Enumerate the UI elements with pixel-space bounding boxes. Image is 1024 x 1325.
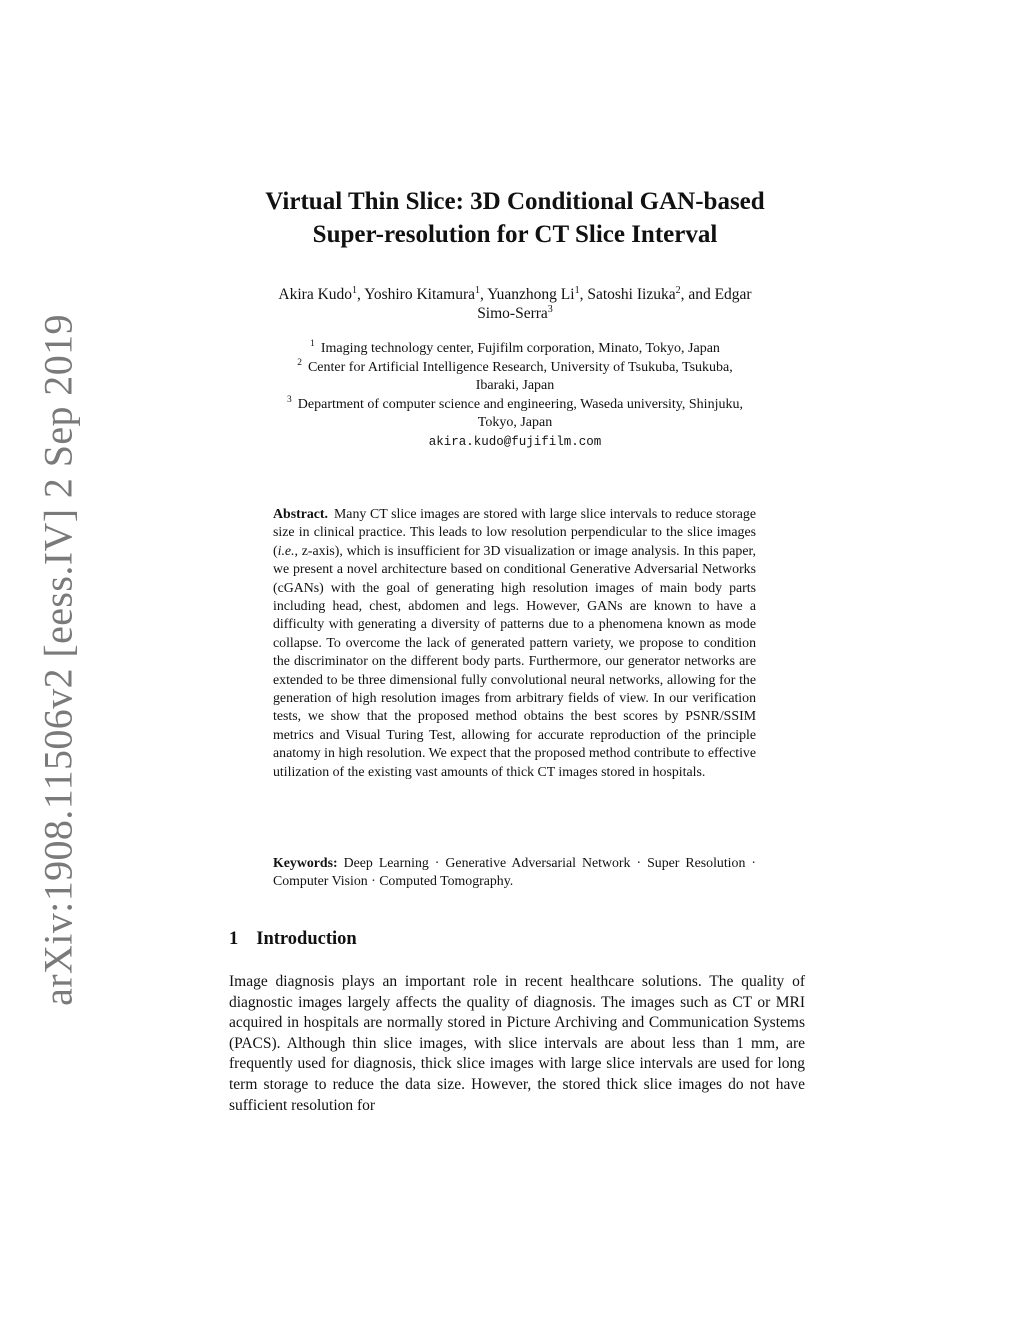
section-number: 1 bbox=[229, 929, 239, 949]
affiliation-2-continued: Ibaraki, Japan bbox=[475, 378, 555, 393]
author-name: , and Edgar bbox=[680, 286, 752, 303]
affiliation-text: Center for Artificial Intelligence Research, University of Tsukuba, Tsukuba, bbox=[307, 359, 733, 375]
abstract-label: Abstract. bbox=[273, 506, 328, 521]
contact-email[interactable]: akira.kudo@fujifilm.com bbox=[428, 434, 602, 449]
author-name: , Satoshi Iizuka bbox=[579, 286, 676, 303]
abstract-ie: i.e. bbox=[277, 542, 295, 558]
affiliation-2 bbox=[200, 359, 830, 378]
keywords bbox=[273, 854, 756, 891]
abstract-text-continued: , z-axis), which is insufficient for 3D visualization or image analysis. In this paper, we present a novel architecture based on conditional Generative Adversarial Networks (cGANs) with the goal of generating high resolution images of main body parts including head, chest, abdomen and legs. However, GANs are known to have a difficulty with generating a diversity of patterns due to a phenomena known as mode collapse. To overcome the lack of generated pattern variety, we propose to condition the discriminator on the different body parts. Furthermore, our generator networks are extended to be three dimensional fully convolutional neural networks, allowing for the generation of high resolution images from arbitrary fields of view. In our verification tests, we show that the proposed method obtains the best scores by PSNR/SSIM metrics and Visual Turing Test, allowing for accurate reproduction of the principle anatomy in high resolution. We expect that the proposed method contribute to effective utilization of the existing vast amounts of thick CT images stored in hospitals. bbox=[273, 542, 756, 779]
affiliation-list bbox=[200, 340, 830, 451]
paper-title-line-1: Virtual Thin Slice: 3D Conditional GAN-based bbox=[265, 188, 765, 215]
section-title: Introduction bbox=[256, 929, 357, 949]
affiliation-mark: 2 bbox=[297, 357, 302, 368]
author-name: , Yoshiro Kitamura bbox=[357, 286, 476, 303]
author-affiliation-mark: 3 bbox=[547, 303, 553, 315]
keywords-label: Keywords: bbox=[273, 855, 338, 870]
author-list bbox=[200, 285, 830, 323]
affiliation-mark: 1 bbox=[310, 339, 315, 350]
introduction-paragraph: Image diagnosis plays an important role in recent healthcare solutions. The quality of diagnostic images largely affects the quality of diagnosis. The images such as CT or MRI acquired in hospitals are normally stored in Picture Archiving and Communication Systems (PACS). Although thin slice images, with slice intervals are about less than 1 mm, are frequently used for diagnosis, thick slice images with large slice intervals are used for long term storage to reduce the data size. However, the stored thick slice images do not have sufficient resolution for bbox=[229, 973, 805, 1114]
affiliation-3 bbox=[200, 396, 830, 415]
affiliation-mark: 3 bbox=[287, 394, 292, 405]
affiliation-text: Imaging technology center, Fujifilm corporation, Minato, Tokyo, Japan bbox=[320, 341, 720, 356]
keywords-text: Deep Learning · Generative Adversarial Network · Super Resolution · Computer Vision · Computed Tomography. bbox=[273, 855, 756, 889]
author-name: Simo-Serra bbox=[477, 305, 548, 322]
paper-title bbox=[200, 185, 830, 251]
arxiv-identifier-stamp: arXiv:1908.11506v2 [eess.IV] 2 Sep 2019 bbox=[35, 314, 81, 1006]
affiliation-3-continued: Tokyo, Japan bbox=[477, 415, 553, 430]
author-affiliation-mark: 1 bbox=[574, 284, 580, 296]
section-heading-introduction bbox=[229, 927, 357, 951]
author-affiliation-mark: 2 bbox=[675, 284, 681, 296]
author-name: , Yuanzhong Li bbox=[480, 286, 575, 303]
author-name: Akira Kudo bbox=[278, 286, 353, 303]
author-affiliation-mark: 1 bbox=[352, 284, 358, 296]
paper-title-line-2: Super-resolution for CT Slice Interval bbox=[312, 221, 718, 248]
author-affiliation-mark: 1 bbox=[475, 284, 481, 296]
affiliation-1 bbox=[200, 340, 830, 359]
abstract bbox=[273, 505, 756, 781]
abstract-text: Many CT slice images are stored with large slice intervals to reduce storage size in clinical practice. This leads to low resolution perpendicular to the slice images ( bbox=[273, 506, 756, 558]
affiliation-text: Department of computer science and engineering, Waseda university, Shinjuku, bbox=[297, 396, 743, 412]
